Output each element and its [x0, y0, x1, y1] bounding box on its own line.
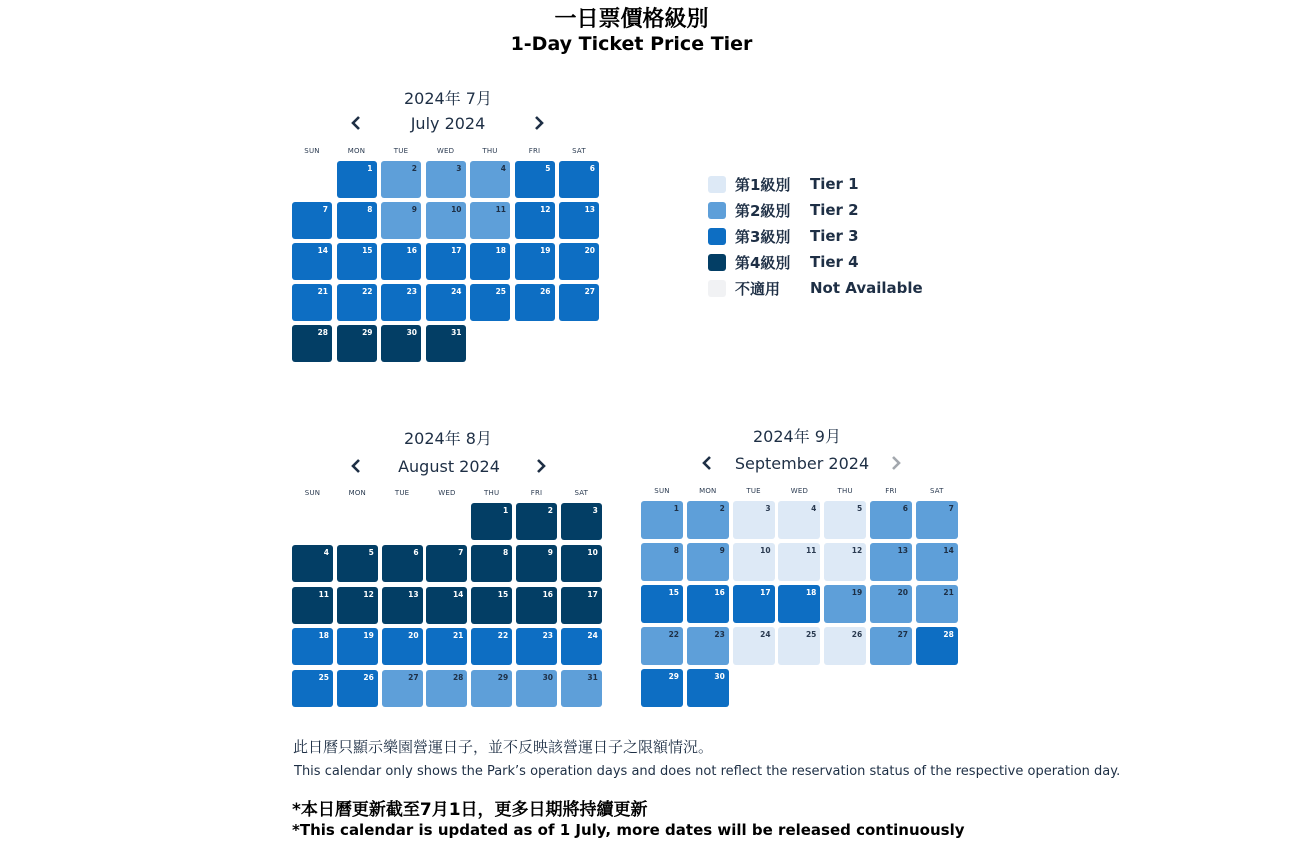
day-cell-27[interactable]: 27	[382, 670, 423, 707]
disclaimer-zh: 此日曆只顯示樂園營運日子，並不反映該營運日子之限額情況。	[293, 738, 714, 756]
legend-label-zh: 第4級別	[735, 253, 791, 272]
day-cell-9[interactable]: 9	[381, 202, 421, 239]
weekday-sat: SAT	[929, 487, 944, 495]
day-cell-2[interactable]: 2	[687, 501, 729, 539]
day-cell-24[interactable]: 24	[426, 284, 466, 321]
weekday-mon: MON	[348, 489, 366, 497]
day-cell-18[interactable]: 18	[292, 628, 333, 665]
day-cell-7[interactable]: 7	[292, 202, 332, 239]
day-cell-8[interactable]: 8	[337, 202, 377, 239]
calendar-july	[292, 85, 604, 365]
day-cell-20[interactable]: 20	[870, 585, 912, 623]
day-cell-18[interactable]: 18	[778, 585, 820, 623]
day-cell-23[interactable]: 23	[516, 628, 557, 665]
day-cell-20[interactable]: 20	[559, 243, 599, 280]
day-cell-28[interactable]: 28	[426, 670, 467, 707]
weekday-thu: THU	[482, 147, 498, 155]
legend-label-en: Tier 2	[810, 201, 859, 219]
day-cell-12[interactable]: 12	[337, 587, 378, 624]
weekday-fri: FRI	[885, 487, 897, 495]
day-cell-4[interactable]: 4	[778, 501, 820, 539]
chevron-right-icon	[533, 115, 545, 131]
next-month-button[interactable]	[529, 113, 549, 133]
day-cell-13[interactable]: 13	[559, 202, 599, 239]
day-cell-6[interactable]: 6	[870, 501, 912, 539]
day-cell-10[interactable]: 10	[561, 545, 602, 582]
day-cell-29[interactable]: 29	[337, 325, 377, 362]
month-title-zh: 2024年 9月	[753, 427, 841, 446]
weekday-sat: SAT	[574, 489, 589, 497]
day-cell-22[interactable]: 22	[337, 284, 377, 321]
day-cell-29[interactable]: 29	[641, 669, 683, 707]
day-cell-18[interactable]: 18	[470, 243, 510, 280]
month-title-en: July 2024	[410, 114, 486, 133]
weekday-wed: WED	[438, 489, 456, 497]
day-cell-22[interactable]: 22	[471, 628, 512, 665]
page-title-zh: 一日票價格級別	[554, 7, 709, 32]
weekday-fri: FRI	[530, 489, 543, 497]
day-cell-27[interactable]: 27	[870, 627, 912, 665]
legend	[708, 171, 923, 301]
day-cell-29[interactable]: 29	[471, 670, 512, 707]
weekday-thu: THU	[837, 487, 853, 495]
next-month-button-disabled[interactable]	[886, 453, 906, 473]
weekday-wed: WED	[436, 147, 455, 155]
day-cell-5[interactable]: 5	[337, 545, 378, 582]
weekday-sun: SUN	[304, 147, 320, 155]
day-cell-23[interactable]: 23	[687, 627, 729, 665]
day-cell-3[interactable]: 3	[733, 501, 775, 539]
day-cell-31[interactable]: 31	[426, 325, 466, 362]
day-cell-17[interactable]: 17	[561, 587, 602, 624]
day-cell-2[interactable]: 2	[516, 503, 557, 540]
weekday-sat: SAT	[572, 147, 586, 155]
day-cell-25[interactable]: 25	[292, 670, 333, 707]
legend-label-zh: 第2級別	[735, 201, 791, 220]
legend-item-tier2	[708, 197, 923, 223]
day-cell-13[interactable]: 13	[870, 543, 912, 581]
weekday-thu: THU	[484, 489, 500, 497]
day-cell-1[interactable]: 1	[337, 161, 377, 198]
day-cell-11[interactable]: 11	[292, 587, 333, 624]
tier3-swatch	[708, 228, 726, 245]
weekday-sun: SUN	[654, 487, 670, 495]
disclaimer-en: This calendar only shows the Park’s operation days and does not reflect the reservation status of the respective operation day.	[294, 764, 1121, 779]
day-cell-3[interactable]: 3	[561, 503, 602, 540]
weekday-wed: WED	[790, 487, 809, 495]
chevron-right-icon	[535, 458, 547, 474]
day-cell-22[interactable]: 22	[641, 627, 683, 665]
weekday-tue: TUE	[394, 489, 410, 497]
weekday-sun: SUN	[304, 489, 321, 497]
day-cell-26[interactable]: 26	[515, 284, 555, 321]
day-cell-15[interactable]: 15	[471, 587, 512, 624]
day-cell-8[interactable]: 8	[471, 545, 512, 582]
day-cell-5[interactable]: 5	[515, 161, 555, 198]
day-cell-19[interactable]: 19	[824, 585, 866, 623]
legend-item-tier3	[708, 223, 923, 249]
day-cell-12[interactable]: 12	[515, 202, 555, 239]
legend-label-zh: 第3級別	[735, 227, 791, 246]
day-cell-2[interactable]: 2	[381, 161, 421, 198]
page-title-en: 1-Day Ticket Price Tier	[510, 33, 753, 55]
day-cell-21[interactable]: 21	[292, 284, 332, 321]
day-cell-7[interactable]: 7	[426, 545, 467, 582]
day-cell-9[interactable]: 9	[687, 543, 729, 581]
day-cell-1[interactable]: 1	[641, 501, 683, 539]
day-cell-7[interactable]: 7	[916, 501, 958, 539]
legend-label-zh: 第1級別	[735, 175, 791, 194]
day-cell-4[interactable]: 4	[292, 545, 333, 582]
day-cell-4[interactable]: 4	[470, 161, 510, 198]
day-cell-20[interactable]: 20	[382, 628, 423, 665]
legend-item-tier4	[708, 249, 923, 275]
day-cell-19[interactable]: 19	[337, 628, 378, 665]
day-cell-17[interactable]: 17	[733, 585, 775, 623]
weekday-fri: FRI	[528, 147, 541, 155]
day-cell-5[interactable]: 5	[824, 501, 866, 539]
weekday-tue: TUE	[393, 147, 409, 155]
legend-label-zh: 不適用	[735, 279, 781, 298]
day-cell-16[interactable]: 16	[381, 243, 421, 280]
day-cell-10[interactable]: 10	[426, 202, 466, 239]
day-cell-10[interactable]: 10	[733, 543, 775, 581]
day-cell-11[interactable]: 11	[470, 202, 510, 239]
day-cell-16[interactable]: 16	[687, 585, 729, 623]
legend-item-tier1	[708, 171, 923, 197]
day-cell-6[interactable]: 6	[382, 545, 423, 582]
weekday-mon: MON	[699, 487, 717, 495]
tier1-swatch	[708, 176, 726, 193]
day-cell-15[interactable]: 15	[641, 585, 683, 623]
chevron-right-icon	[890, 455, 902, 471]
day-cell-1[interactable]: 1	[471, 503, 512, 540]
day-cell-24[interactable]: 24	[561, 628, 602, 665]
day-cell-24[interactable]: 24	[733, 627, 775, 665]
day-cell-30[interactable]: 30	[381, 325, 421, 362]
update-note-zh: *本日曆更新截至7月1日，更多日期將持續更新	[292, 800, 648, 820]
weekday-mon: MON	[347, 147, 366, 155]
day-cell-25[interactable]: 25	[470, 284, 510, 321]
day-cell-26[interactable]: 26	[337, 670, 378, 707]
legend-label-en: Tier 4	[810, 253, 859, 271]
legend-label-en: Not Available	[810, 279, 923, 297]
day-cell-26[interactable]: 26	[824, 627, 866, 665]
month-title-zh: 2024年 8月	[404, 429, 492, 448]
day-cell-9[interactable]: 9	[516, 545, 557, 582]
day-cell-21[interactable]: 21	[916, 585, 958, 623]
not-available-swatch	[708, 280, 726, 297]
day-cell-11[interactable]: 11	[778, 543, 820, 581]
day-cell-8[interactable]: 8	[641, 543, 683, 581]
legend-item-not-available	[708, 275, 923, 301]
day-cell-23[interactable]: 23	[381, 284, 421, 321]
day-cell-14[interactable]: 14	[292, 243, 332, 280]
day-cell-13[interactable]: 13	[382, 587, 423, 624]
month-title-en: September 2024	[734, 454, 870, 473]
day-cell-17[interactable]: 17	[426, 243, 466, 280]
day-cell-31[interactable]: 31	[561, 670, 602, 707]
weekday-tue: TUE	[746, 487, 761, 495]
day-cell-15[interactable]: 15	[337, 243, 377, 280]
month-title-en: August 2024	[398, 457, 500, 476]
day-cell-28[interactable]: 28	[916, 627, 958, 665]
update-note-en: *This calendar is updated as of 1 July, more dates will be released continuously	[292, 821, 965, 839]
day-cell-28[interactable]: 28	[292, 325, 332, 362]
day-cell-27[interactable]: 27	[559, 284, 599, 321]
day-cell-30[interactable]: 30	[516, 670, 557, 707]
day-cell-25[interactable]: 25	[778, 627, 820, 665]
day-cell-21[interactable]: 21	[426, 628, 467, 665]
legend-label-en: Tier 3	[810, 227, 859, 245]
day-cell-19[interactable]: 19	[515, 243, 555, 280]
tier4-swatch	[708, 254, 726, 271]
legend-label-en: Tier 1	[810, 175, 859, 193]
day-cell-14[interactable]: 14	[916, 543, 958, 581]
calendar-august	[292, 425, 604, 715]
calendar-september	[641, 423, 961, 715]
month-title-zh: 2024年 7月	[404, 89, 492, 108]
day-cell-6[interactable]: 6	[559, 161, 599, 198]
day-cell-3[interactable]: 3	[426, 161, 466, 198]
next-month-button[interactable]	[531, 456, 551, 476]
tier2-swatch	[708, 202, 726, 219]
day-cell-12[interactable]: 12	[824, 543, 866, 581]
day-cell-14[interactable]: 14	[426, 587, 467, 624]
day-cell-30[interactable]: 30	[687, 669, 729, 707]
day-cell-16[interactable]: 16	[516, 587, 557, 624]
